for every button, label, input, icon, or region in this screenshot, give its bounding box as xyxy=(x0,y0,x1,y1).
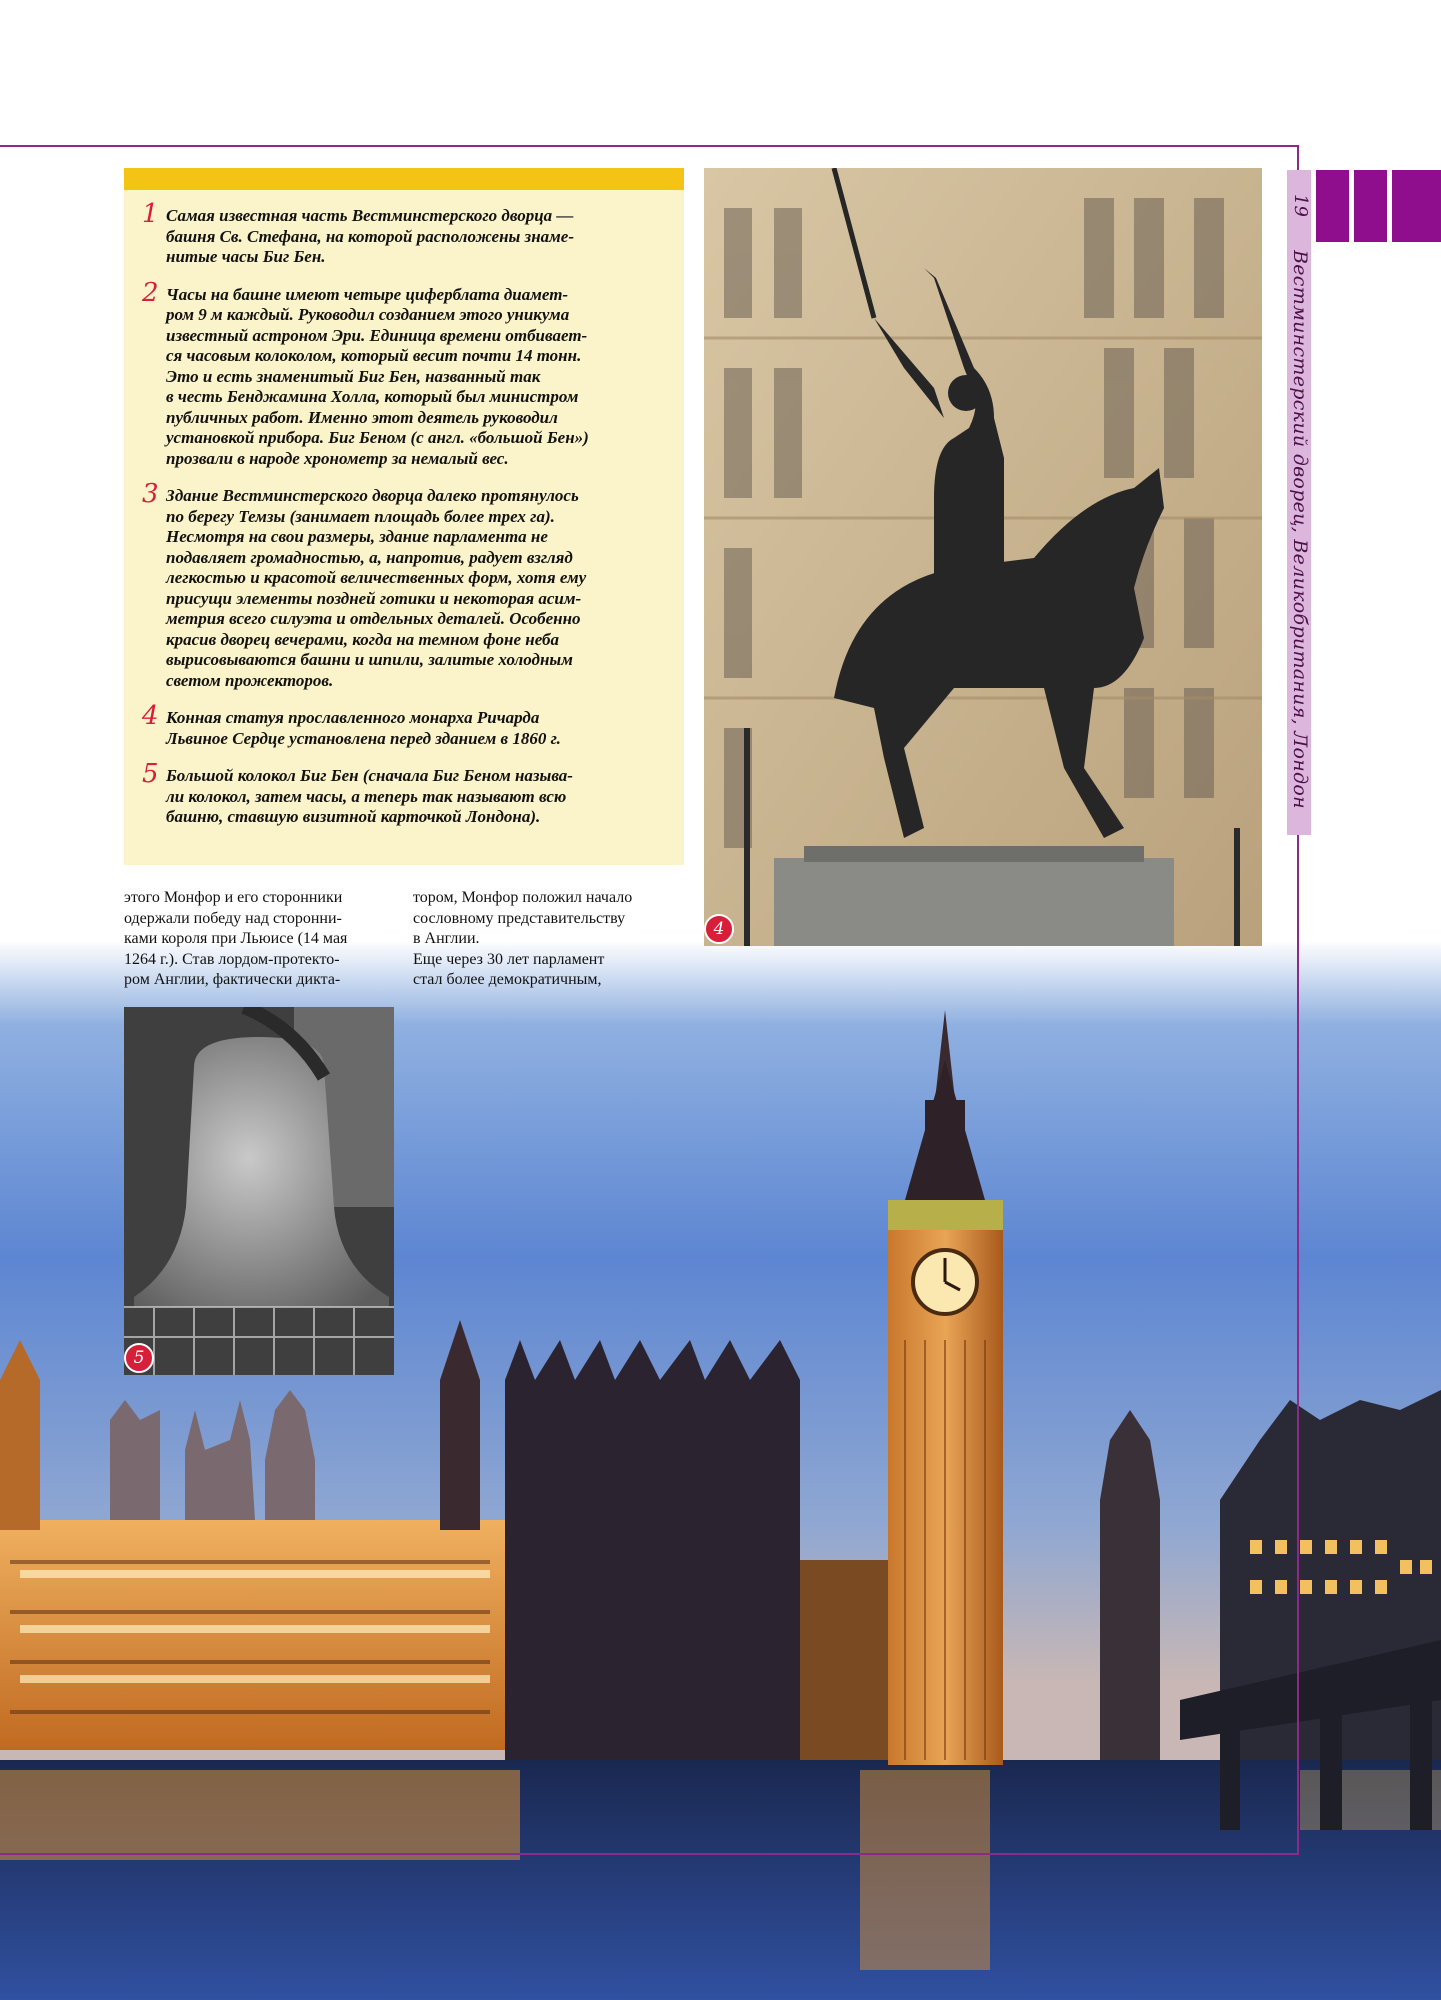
note-text: Здание Вестминстерского дворца далеко протянулось по берегу Темзы (занимает площадь более трех га). Несмотря на свои размеры, здание парламента не подавляет громадностью, а, напротив, радует взгляд легкостью и красотой величественных форм, хотя ему присущи элементы поздней готики и некоторая асим- метрия всего силуэта и отдельных деталей. Особенно красив дворец вечерами, когда на темном фоне неба вырисовываются башни и шпили, залитые холодным светом прожекторов. xyxy=(166,486,587,690)
running-head: Вестминстерский дворец, Великобритания, Лондон xyxy=(1289,250,1311,809)
frame-top-line xyxy=(0,145,1298,147)
note-number: 3 xyxy=(142,479,159,509)
info-box xyxy=(124,168,684,865)
note-text: Самая известная часть Вестминстерского дворца — башня Св. Стефана, на которой расположены знаме- нитые часы Биг Бен. xyxy=(166,206,574,266)
info-box-header-bar xyxy=(124,168,684,190)
note-5 xyxy=(124,759,684,828)
body-text-column-1: этого Монфор и его сторонники одержали победу над сторонни- ками короля при Льюисе (14 мая 1264 г.). Став лордом-протекто- ром Англии, фактически дикта- xyxy=(124,889,348,988)
tab-block-1 xyxy=(1316,170,1349,242)
note-2 xyxy=(124,277,684,470)
bell-photo xyxy=(124,1007,394,1375)
note-4 xyxy=(124,701,684,749)
note-text: Часы на башне имеют четыре циферблата диамет- ром 9 м каждый. Руководил созданием этого уникума известный астроном Эри. Единица времени отбивает- ся часовым колоколом, который весит почти 14 тонн. Это и есть знаменитый Биг Бен, названный так в честь Бенджамина Холла, который был министром публичных работ. Именно этот деятель руководил установкой прибора. Биг Беном (с англ. «большой Бен») прозвали в народе хронометр за немалый вес. xyxy=(166,284,589,468)
tab-block-3 xyxy=(1392,170,1441,242)
frame-bottom-line xyxy=(0,1853,1299,1855)
note-number: 2 xyxy=(142,277,159,308)
note-number: 5 xyxy=(142,759,159,789)
note-3 xyxy=(124,479,684,691)
body-text-column-2: тором, Монфор положил начало сословному представительству в Англии. Еще через 30 лет парламент стал более демократичным, xyxy=(413,889,633,988)
note-text: Конная статуя прославленного монарха Ричарда Львиное Сердце установлена перед зданием в 1860 г. xyxy=(166,708,561,748)
note-number: 1 xyxy=(142,199,159,229)
page-number: 19 xyxy=(1290,193,1311,217)
notes-list xyxy=(124,199,684,845)
note-number: 4 xyxy=(142,701,159,731)
statue-photo xyxy=(704,168,1262,946)
tab-block-2 xyxy=(1354,170,1387,242)
photo-badge-5: 5 xyxy=(124,1343,154,1373)
note-text: Большой колокол Биг Бен (сначала Биг Беном называ- ли колокол, затем часы, а теперь так называют всю башню, ставшую визитной карточкой Лондона). xyxy=(166,766,573,826)
note-1 xyxy=(124,199,684,268)
photo-badge-4: 4 xyxy=(704,914,734,944)
